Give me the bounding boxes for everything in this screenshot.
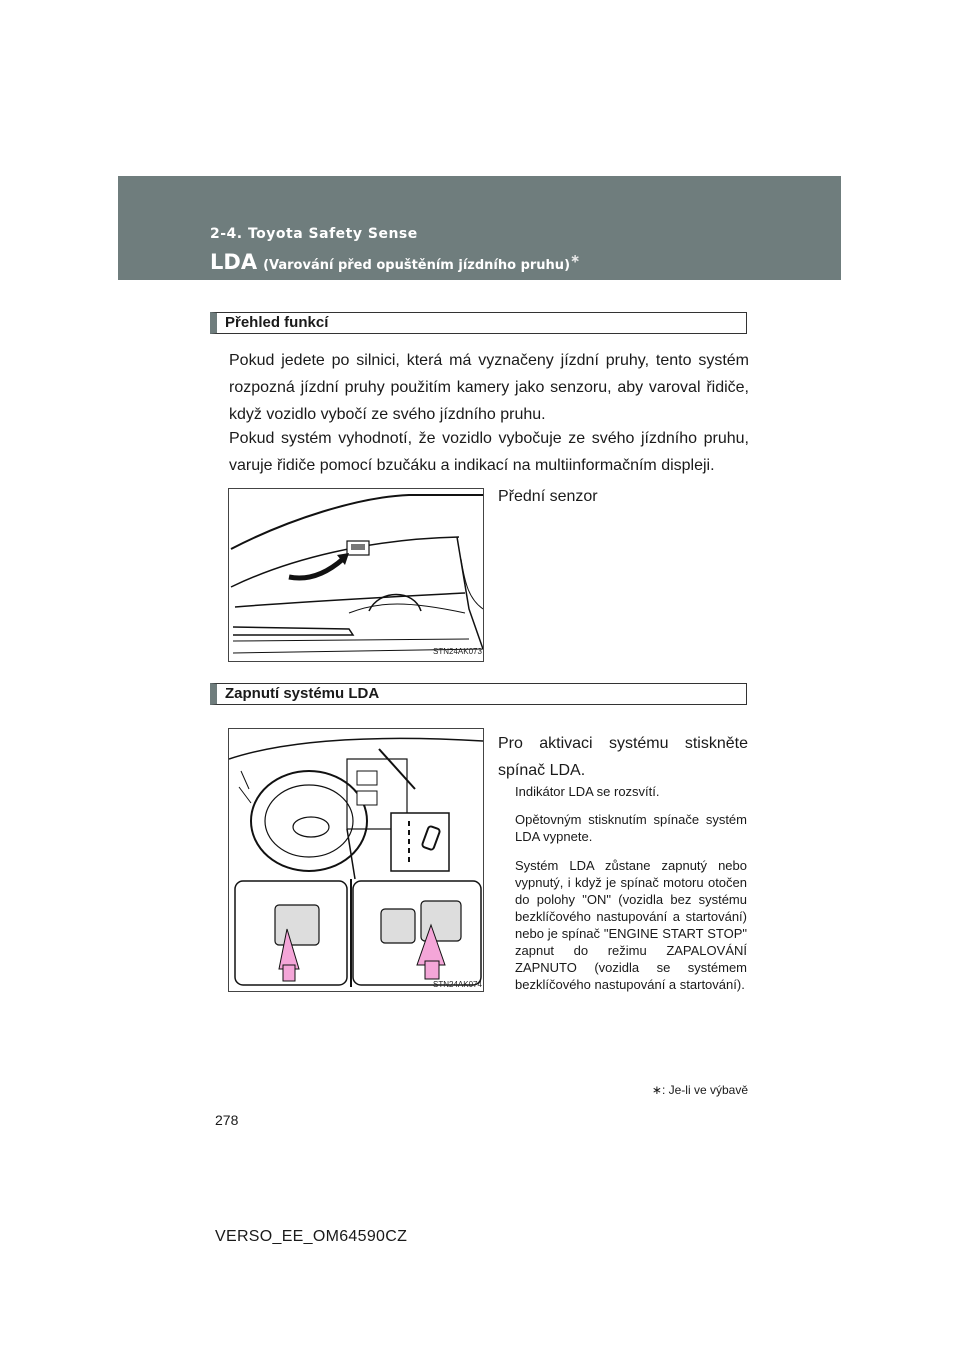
title-main: LDA bbox=[210, 250, 258, 274]
document-code: VERSO_EE_OM64590CZ bbox=[215, 1228, 408, 1245]
note-indicator: Indikátor LDA se rozsvítí. bbox=[515, 784, 660, 799]
figure-code: STN24AK073 bbox=[433, 647, 482, 656]
front-sensor-caption: Přední senzor bbox=[498, 488, 598, 505]
title-footnote-mark: ∗ bbox=[570, 251, 581, 266]
heading-activation: Zapnutí systému LDA bbox=[210, 683, 747, 705]
windshield-illustration bbox=[229, 489, 483, 661]
note-persistence: Systém LDA zůstane zapnutý nebo vypnutý, i když je spínač motoru otočen do polohy "ON" (vozidla bez systému bezklíčového nastupování a startování) nebo je spínač "ENGINE START STOP" zapnut do režimu ZAPALOVÁNÍ ZAPNUTO (vozidla se systémem bezklíčového nastupování a startování). bbox=[515, 858, 747, 992]
lda-switch-illustration bbox=[229, 729, 483, 991]
title-sub: (Varování před opuštěním jízdního pruhu) bbox=[263, 258, 571, 273]
figure-code: STN24AK074 bbox=[433, 980, 482, 989]
heading-overview: Přehled funkcí bbox=[210, 312, 747, 334]
front-sensor-figure bbox=[228, 488, 484, 662]
page-title bbox=[210, 250, 580, 274]
note-switch-off: Opětovným stisknutím spínače systém LDA vypnete. bbox=[515, 812, 747, 844]
activation-instruction: Pro aktivaci systému stiskněte spínač LDA. bbox=[498, 735, 748, 779]
section-label: 2-4. Toyota Safety Sense bbox=[210, 226, 418, 242]
overview-paragraph-2: Pokud systém vyhodnotí, že vozidlo vybočuje ze svého jízdního pruhu, varuje řidiče pomocí bzučáku a indikací na multiinformačním displeji. bbox=[229, 430, 749, 474]
footnote: ∗: Je-li ve výbavě bbox=[651, 1083, 748, 1097]
page-number: 278 bbox=[215, 1112, 239, 1128]
lda-switch-figure bbox=[228, 728, 484, 992]
overview-paragraph-1: Pokud jedete po silnici, která má vyznačeny jízdní pruhy, tento systém rozpozná jízdní pruhy použitím kamery jako senzoru, aby varoval řidiče, když vozidlo vybočí ze svého jízdního pruhu. bbox=[229, 352, 749, 423]
